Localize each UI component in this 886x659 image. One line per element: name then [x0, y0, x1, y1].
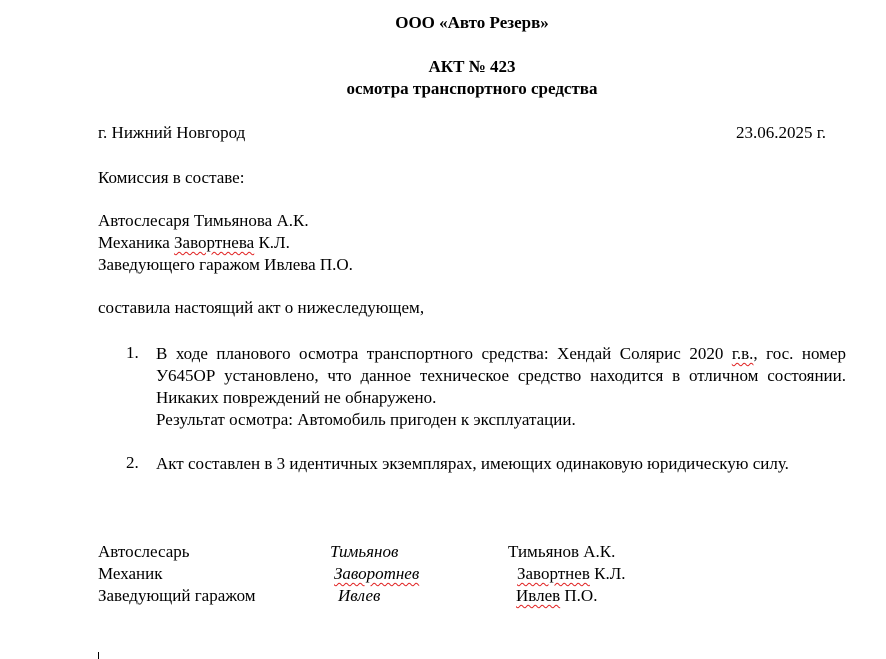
list-item-1: [98, 343, 846, 431]
signature-row-3: [98, 586, 798, 608]
signature-name: Тимьянов А.К.: [508, 542, 616, 561]
member-2-prefix: Механика: [98, 233, 175, 252]
signature-initials: К.Л.: [589, 564, 626, 583]
member-2-surname: Завортнева: [174, 233, 255, 252]
act-subtitle: осмотра транспортного средства: [346, 79, 598, 98]
commission-member-1: Автослесаря Тимьянова А.К.: [98, 211, 309, 230]
list-number-2: 2.: [126, 453, 139, 472]
signature-row-1: [98, 542, 798, 564]
item-2-text: Акт составлен в 3 идентичных экземплярах, имеющих одинаковую юридическую силу.: [156, 454, 789, 473]
commission-closing: составила настоящий акт о нижеследующем,: [98, 298, 425, 317]
commission-intro: Комиссия в составе:: [98, 168, 245, 187]
item-1-text-a: В ходе планового осмотра транспортного средства: Хендай Солярис 2020: [156, 344, 732, 363]
signature-handwritten: Ивлев: [338, 586, 381, 605]
commission-member-2: [98, 233, 290, 253]
signature-handwritten: Тимьянов: [330, 542, 399, 561]
item-1-text-b: г.в.: [731, 344, 754, 363]
act-title: АКТ № 423: [428, 57, 516, 76]
signature-handwritten: Заворотнев: [334, 564, 420, 583]
item-1-text-c: , гос. номер У645ОР установлено, что данное техническое средство находится в отличном состоянии. Никаких повреждений не обнаружено.: [156, 344, 846, 407]
list-item-2: [98, 453, 846, 475]
item-1-result: Результат осмотра: Автомобиль пригоден к эксплуатации.: [156, 410, 576, 429]
signature-surname: Завортнев: [517, 564, 590, 583]
list-body-2: [156, 453, 846, 475]
member-2-suffix: К.Л.: [254, 233, 290, 252]
signature-surname: Ивлев: [516, 586, 561, 605]
signature-initials: П.О.: [560, 586, 598, 605]
signature-row-2: [98, 564, 798, 586]
city: г. Нижний Новгород: [98, 123, 246, 142]
list-body-1: [156, 343, 846, 431]
act-date: 23.06.2025 г.: [735, 123, 826, 142]
signature-role: Автослесарь: [98, 542, 190, 561]
company-name: ООО «Авто Резерв»: [395, 13, 549, 32]
commission-member-3: Заведующего гаражом Ивлева П.О.: [98, 255, 353, 274]
signature-name: [516, 586, 597, 606]
signature-name: [517, 564, 625, 584]
text-cursor: [98, 652, 99, 659]
list-number-1: 1.: [126, 343, 139, 362]
signature-role: Заведующий гаражом: [98, 586, 256, 605]
item-1-text: [156, 343, 846, 409]
signature-role: Механик: [98, 564, 163, 583]
